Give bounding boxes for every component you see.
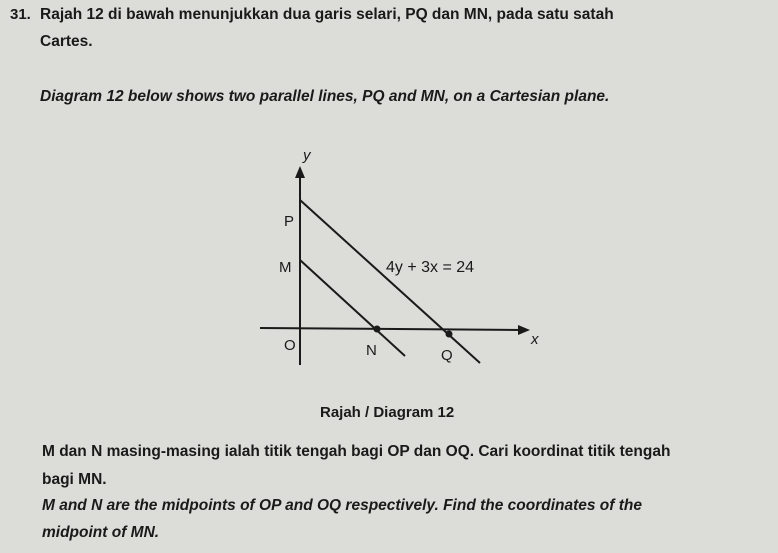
point-n-dot — [374, 326, 381, 333]
diagram-svg — [250, 140, 550, 380]
x-axis-label: x — [531, 331, 539, 348]
point-m-label: M — [279, 259, 292, 276]
english-task-line-1: M and N are the midpoints of OP and OQ respectively. Find the coordinates of the — [42, 497, 642, 514]
malay-intro-line-1: Rajah 12 di bawah menunjukkan dua garis selari, PQ dan MN, pada satu satah — [40, 6, 614, 23]
point-q-dot — [446, 331, 453, 338]
point-n-label: N — [366, 342, 377, 359]
line-equation: 4y + 3x = 24 — [386, 259, 475, 276]
cartesian-diagram — [250, 140, 550, 380]
point-p-label: P — [284, 213, 295, 230]
y-axis-arrow — [295, 166, 305, 178]
origin-label: O — [284, 337, 296, 354]
point-q-label: Q — [441, 347, 453, 364]
malay-task-line-2: bagi MN. — [42, 471, 107, 488]
english-task-line-2: midpoint of MN. — [42, 524, 160, 541]
x-axis-arrow — [518, 325, 530, 335]
y-axis-label: y — [303, 147, 311, 164]
question-number: 31. — [10, 6, 31, 23]
line-pq — [300, 200, 480, 363]
english-intro: Diagram 12 below shows two parallel lines, PQ and MN, on a Cartesian plane. — [40, 88, 610, 105]
malay-intro-line-2: Cartes. — [40, 33, 93, 50]
malay-task-line-1: M dan N masing-masing ialah titik tengah bagi OP dan OQ. Cari koordinat titik tengah — [42, 443, 671, 460]
diagram-caption: Rajah / Diagram 12 — [320, 404, 455, 421]
